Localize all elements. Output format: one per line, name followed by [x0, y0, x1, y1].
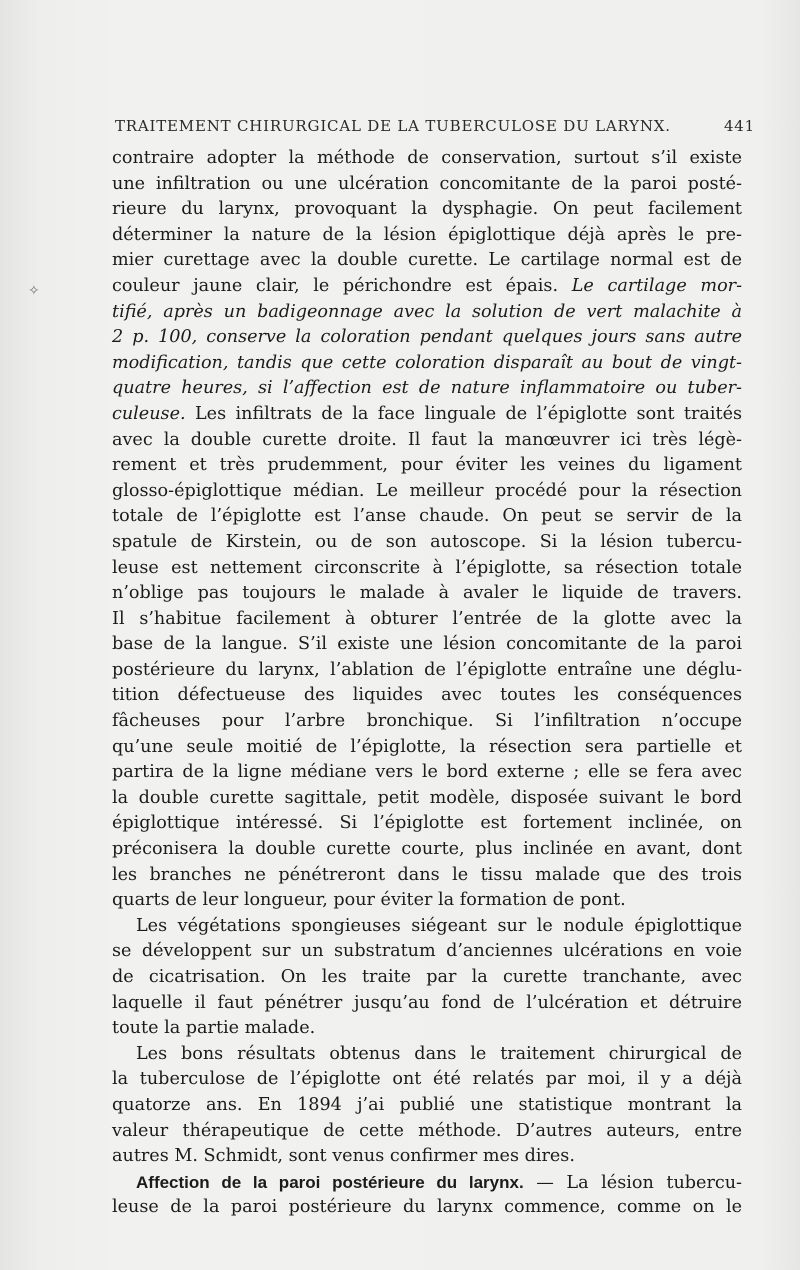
roman-text: couleur jaune clair, le périchondre est épais. — [112, 275, 559, 296]
roman-text: la tuberculose de l’épiglotte ont été relatés par moi, il y a déjà — [112, 1069, 742, 1090]
text-line — [112, 248, 742, 274]
roman-text: postérieure du larynx, l’ablation de l’épiglotte entraîne une déglu- — [112, 659, 742, 680]
roman-text: avec la double curette droite. Il faut la manœuvrer ici très légè- — [112, 429, 742, 450]
text-line — [112, 914, 742, 940]
roman-text: déterminer la nature de la lésion épiglottique déjà après le pre- — [112, 224, 742, 245]
margin-speck: ✧ — [28, 283, 40, 299]
text-line — [112, 658, 742, 684]
roman-text: valeur thérapeutique de cette méthode. D’autres auteurs, entre — [112, 1120, 742, 1141]
roman-text: glosso-épiglottique médian. Le meilleur procédé pour la résection — [112, 480, 742, 501]
roman-text: Les infiltrats de la face linguale de l’épiglotte sont traités — [194, 403, 743, 424]
roman-text: épiglottique intéressé. Si l’épiglotte est fortement inclinée, on — [112, 813, 742, 834]
text-line — [112, 1042, 742, 1068]
text-line — [112, 965, 742, 991]
roman-text: rement et très prudemment, pour éviter les veines du ligament — [112, 455, 742, 476]
text-line — [112, 1093, 742, 1119]
text-line — [112, 683, 742, 709]
italic-text: quatre heures, si l’affection est de nature inflammatoire ou tuber- — [112, 378, 742, 399]
italic-text: culeuse. — [112, 403, 186, 424]
italic-text: tifié, après un badigeonnage avec la solution de vert malachite à — [112, 301, 742, 322]
text-line — [112, 197, 742, 223]
italic-text: 2 p. 100, conserve la coloration pendant quelques jours sans autre — [112, 327, 742, 348]
body-text — [112, 146, 742, 1221]
roman-text: Il s’habitue facilement à obturer l’entrée de la glotte avec la — [112, 608, 742, 629]
roman-text: autres M. Schmidt, sont venus confirmer mes dires. — [112, 1146, 575, 1167]
italic-text: modification, tandis que cette coloration disparaît au bout de vingt- — [112, 352, 742, 373]
text-line — [112, 146, 742, 172]
text-line — [112, 888, 742, 914]
text-line — [112, 581, 742, 607]
roman-text: rieure du larynx, provoquant la dysphagie. On peut facilement — [112, 199, 742, 220]
roman-text: quarts de leur longueur, pour éviter la formation de pont. — [112, 890, 626, 911]
roman-text: totale de l’épiglotte est l’anse chaude. On peut se servir de la — [112, 506, 742, 527]
text-line — [112, 556, 742, 582]
roman-text: — La lésion tubercu- — [523, 1172, 742, 1193]
text-line — [112, 351, 742, 377]
text-line — [112, 1016, 742, 1042]
text-line — [112, 786, 742, 812]
roman-text: la double curette sagittale, petit modèle, disposée suivant le bord — [112, 787, 742, 808]
roman-text: les branches ne pénétreront dans le tissu malade que des trois — [112, 864, 742, 885]
text-line — [112, 453, 742, 479]
roman-text: fâcheuses pour l’arbre bronchique. Si l’infiltration n’occupe — [112, 711, 742, 732]
roman-text: toute la partie malade. — [112, 1018, 316, 1039]
text-line — [112, 709, 742, 735]
roman-text: de cicatrisation. On les traite par la curette tranchante, avec — [112, 967, 742, 987]
roman-text: leuse est nettement circonscrite à l’épiglotte, sa résection totale — [112, 557, 742, 578]
text-line — [112, 1170, 742, 1196]
roman-text: n’oblige pas toujours le malade à avaler le liquide de travers. — [112, 583, 742, 604]
roman-text: une infiltration ou une ulcération concomitante de la paroi posté- — [112, 173, 742, 194]
roman-text: tition défectueuse des liquides avec toutes les conséquences — [112, 685, 742, 706]
roman-text: quatorze ans. En 1894 j’ai publié une statistique montrant la — [112, 1094, 742, 1115]
text-line — [112, 274, 742, 300]
text-line — [112, 939, 742, 965]
roman-text: préconisera la double curette courte, plus inclinée en avant, dont — [112, 839, 742, 860]
text-line — [112, 811, 742, 837]
text-line — [112, 530, 742, 556]
text-line — [112, 479, 742, 505]
text-line — [112, 402, 742, 428]
text-line — [112, 1144, 742, 1170]
text-line — [112, 863, 742, 889]
text-line — [112, 1119, 742, 1145]
roman-text: qu’une seule moitié de l’épiglotte, la résection sera partielle et — [112, 736, 742, 757]
roman-text: se développent sur un substratum d’anciennes ulcérations en voie — [112, 941, 742, 962]
roman-text: partira de la ligne médiane vers le bord externe ; elle se fera avec — [112, 762, 742, 783]
text-line — [112, 632, 742, 658]
text-line — [112, 172, 742, 198]
text-line — [112, 504, 742, 530]
text-line — [112, 1195, 742, 1221]
roman-text: base de la langue. S’il existe une lésion concomitante de la paroi — [112, 634, 742, 655]
roman-text: laquelle il faut pénétrer jusqu’au fond de l’ulcération et détruire — [112, 992, 742, 1013]
roman-text: spatule de Kirstein, ou de son autoscope. Si la lésion tubercu- — [112, 531, 742, 552]
text-line — [112, 760, 742, 786]
roman-text: leuse de la paroi postérieure du larynx commence, comme on le — [112, 1197, 742, 1218]
italic-text: Le cartilage mor- — [571, 275, 743, 296]
roman-text: Les bons résultats obtenus dans le traitement chirurgical de — [136, 1043, 742, 1064]
text-line — [112, 607, 742, 633]
roman-text: mier curettage avec la double curette. Le cartilage normal est de — [112, 250, 742, 271]
text-line — [112, 300, 742, 326]
text-line — [112, 991, 742, 1017]
text-line — [112, 325, 742, 351]
text-line — [112, 376, 742, 402]
text-line — [112, 837, 742, 863]
section-heading: Affection de la paroi postérieure du larynx. — [136, 1172, 524, 1192]
running-header — [115, 117, 755, 135]
text-line — [112, 428, 742, 454]
roman-text: contraire adopter la méthode de conservation, surtout s’il existe — [112, 148, 742, 168]
text-line — [112, 223, 742, 249]
text-line — [112, 1067, 742, 1093]
page-number: 441 — [723, 117, 755, 135]
text-line — [112, 735, 742, 761]
roman-text: Les végétations spongieuses siégeant sur le nodule épiglottique — [136, 915, 742, 936]
running-title: TRAITEMENT CHIRURGICAL DE LA TUBERCULOSE DU LARYNX. — [115, 117, 671, 135]
